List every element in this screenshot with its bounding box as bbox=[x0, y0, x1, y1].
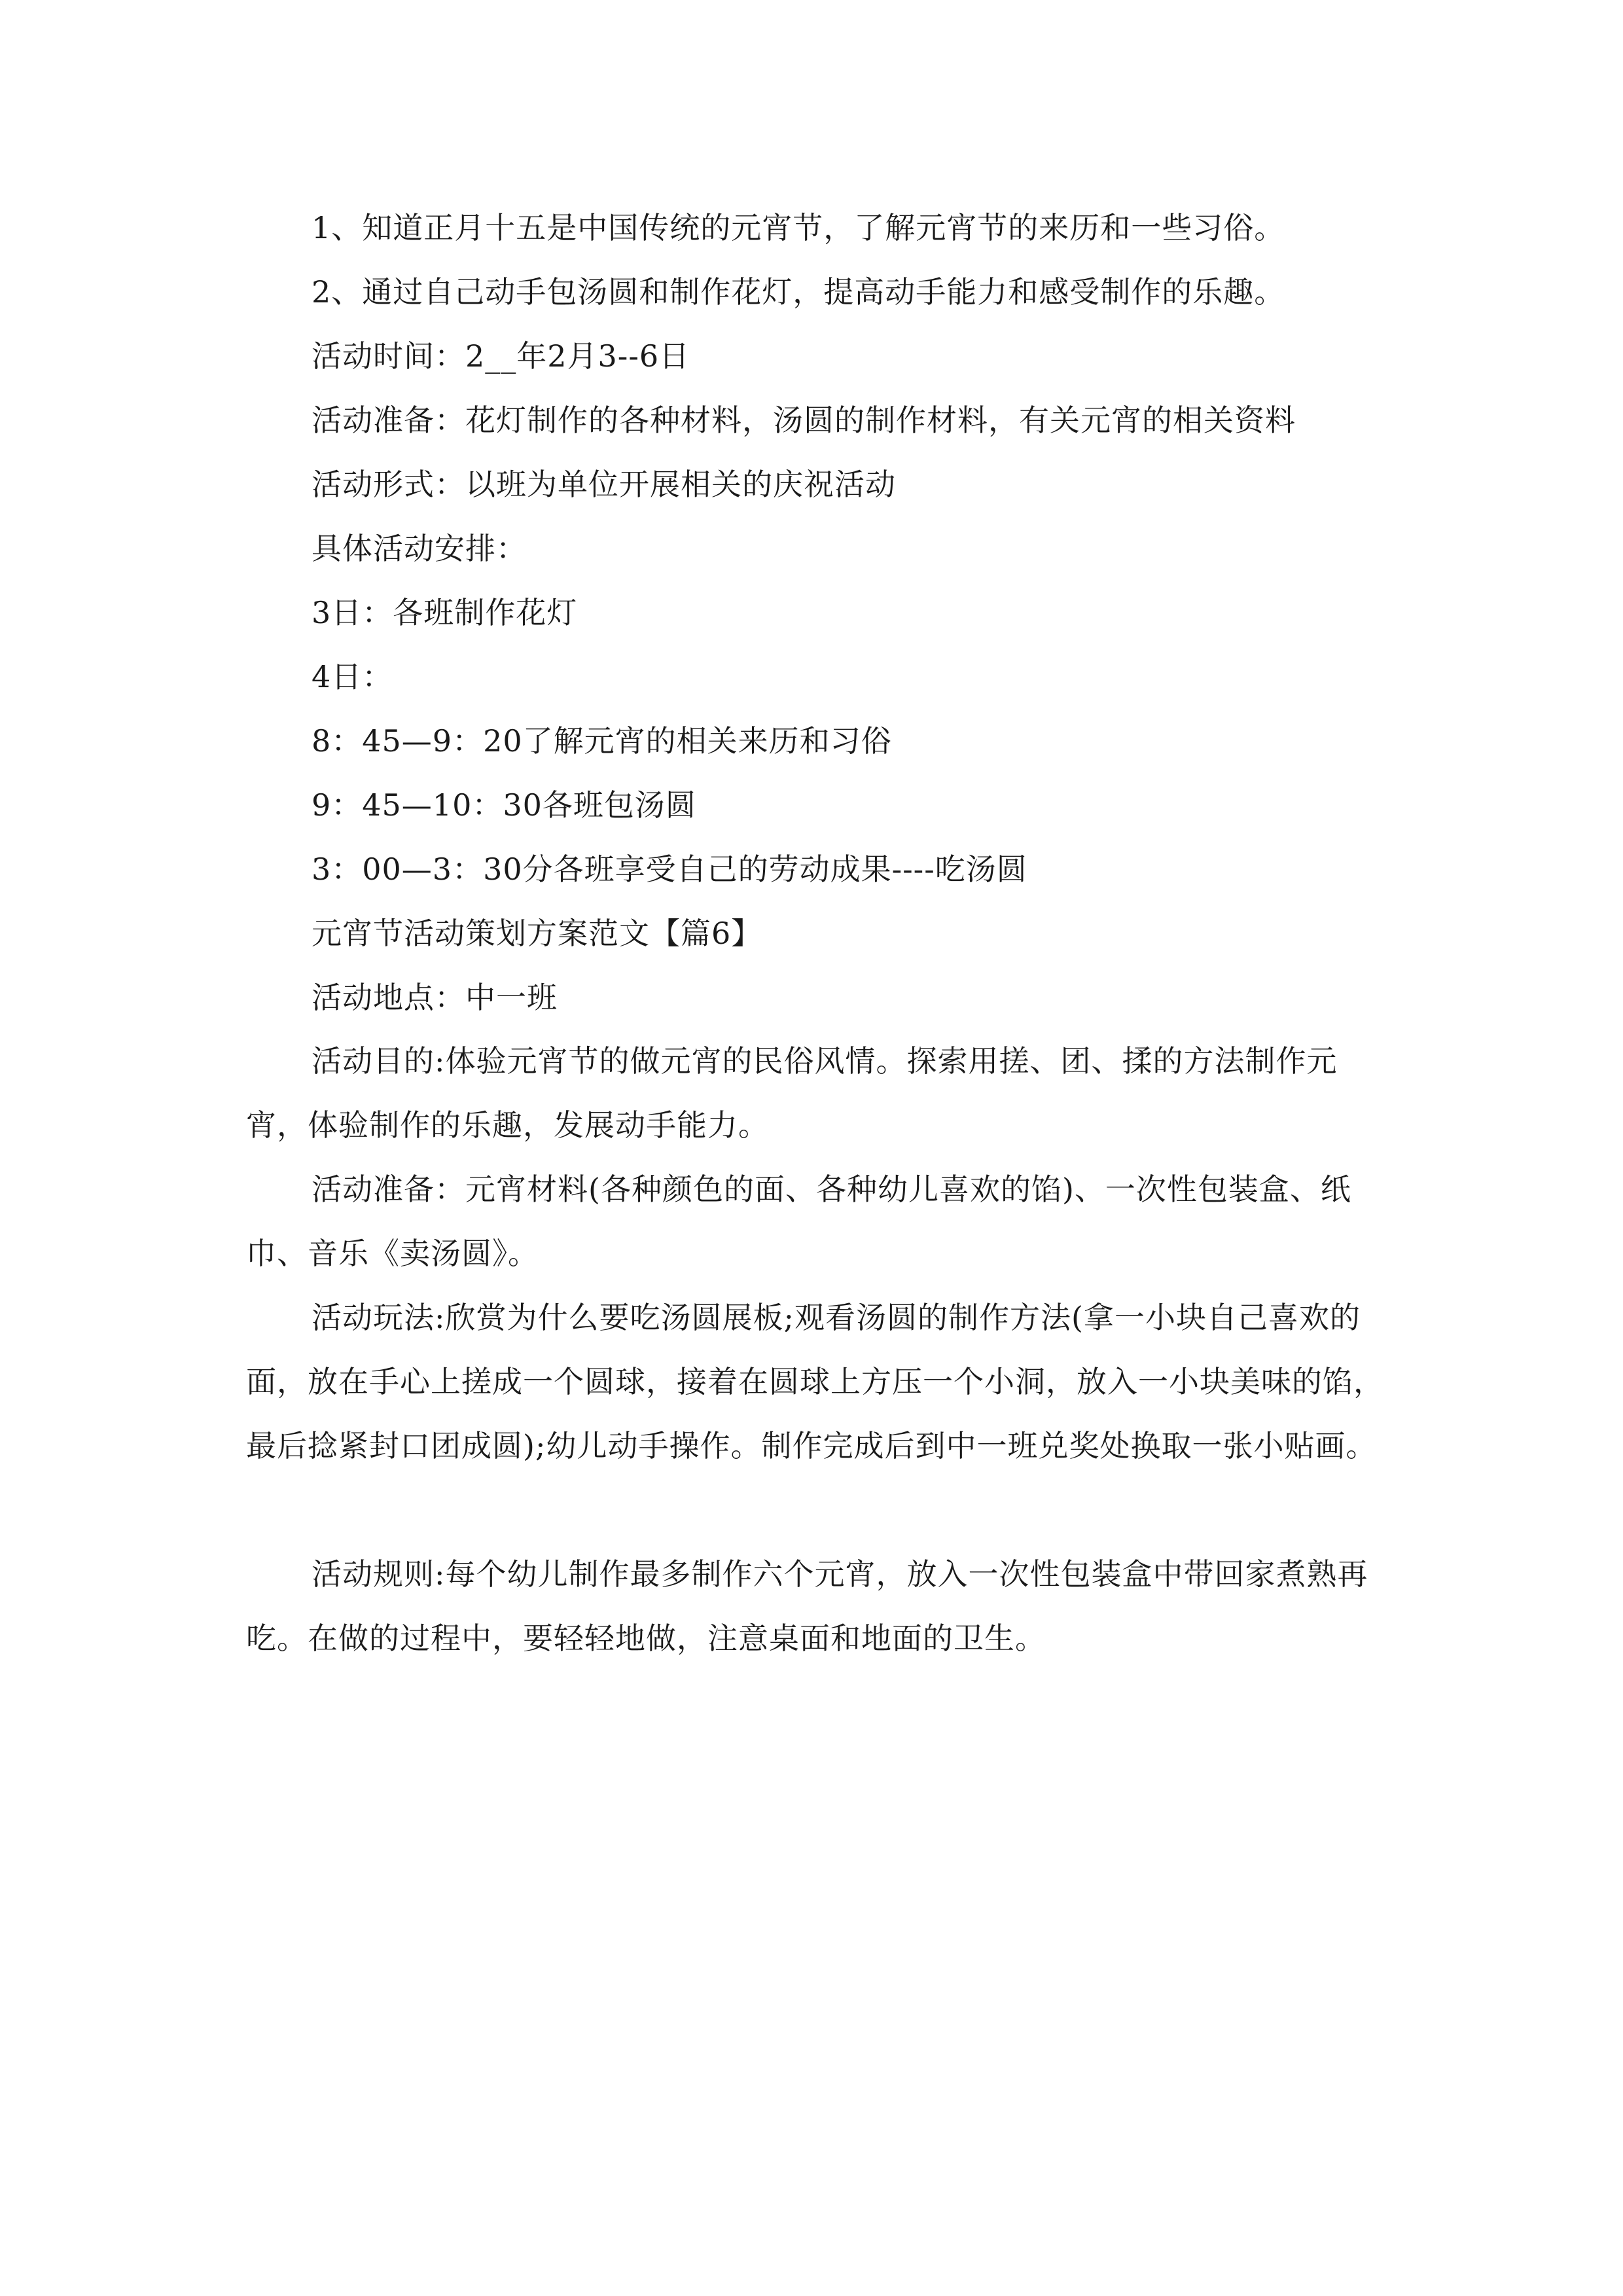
schedule-heading: 具体活动安排： bbox=[312, 531, 527, 566]
activity-form: 活动形式：以班为单位开展相关的庆祝活动 bbox=[312, 467, 896, 502]
schedule-day-4: 4日： bbox=[312, 659, 393, 694]
section-title: 元宵节活动策划方案范文【篇6】 bbox=[312, 916, 762, 951]
schedule-item-3: 3：00—3：30分各班享受自己的劳动成果----吃汤圆 bbox=[312, 852, 1027, 887]
activity-time: 活动时间：2__年2月3--6日 bbox=[312, 338, 690, 374]
objective-1: 1、知道正月十五是中国传统的元宵节，了解元宵节的来历和一些习俗。 bbox=[312, 210, 1285, 245]
schedule-item-1: 8：45—9：20了解元宵的相关来历和习俗 bbox=[312, 723, 892, 759]
activity-materials: 活动准备：元宵材料(各种颜色的面、各种幼儿喜欢的馅)、一次性包装盒、纸巾、音乐《卖汤圆》。 bbox=[246, 1172, 1351, 1271]
activity-location: 活动地点：中一班 bbox=[312, 980, 558, 1015]
activity-rules: 活动规则:每个幼儿制作最多制作六个元宵，放入一次性包装盒中带回家煮熟再吃。在做的过程中，要轻轻地做，注意桌面和地面的卫生。 bbox=[246, 1556, 1368, 1656]
activity-purpose: 活动目的:体验元宵节的做元宵的民俗风情。探索用搓、团、揉的方法制作元宵，体验制作的乐趣，发展动手能力。 bbox=[246, 1043, 1338, 1143]
schedule-day-3: 3日：各班制作花灯 bbox=[312, 595, 578, 630]
schedule-item-2: 9：45—10：30各班包汤圆 bbox=[312, 787, 696, 823]
objective-2: 2、通过自己动手包汤圆和制作花灯，提高动手能力和感受制作的乐趣。 bbox=[312, 274, 1285, 310]
activity-gameplay: 活动玩法:欣赏为什么要吃汤圆展板;观看汤圆的制作方法(拿一小块自己喜欢的面，放在手心上搓成一个圆球，接着在圆球上方压一个小洞，放入一小块美味的馅，最后捻紧封口团成圆);幼儿动手操作。制作完成后到中一班兑奖处换取一张小贴画。 bbox=[246, 1300, 1384, 1463]
activity-preparation: 活动准备：花灯制作的各种材料，汤圆的制作材料，有关元宵的相关资料 bbox=[312, 403, 1296, 438]
